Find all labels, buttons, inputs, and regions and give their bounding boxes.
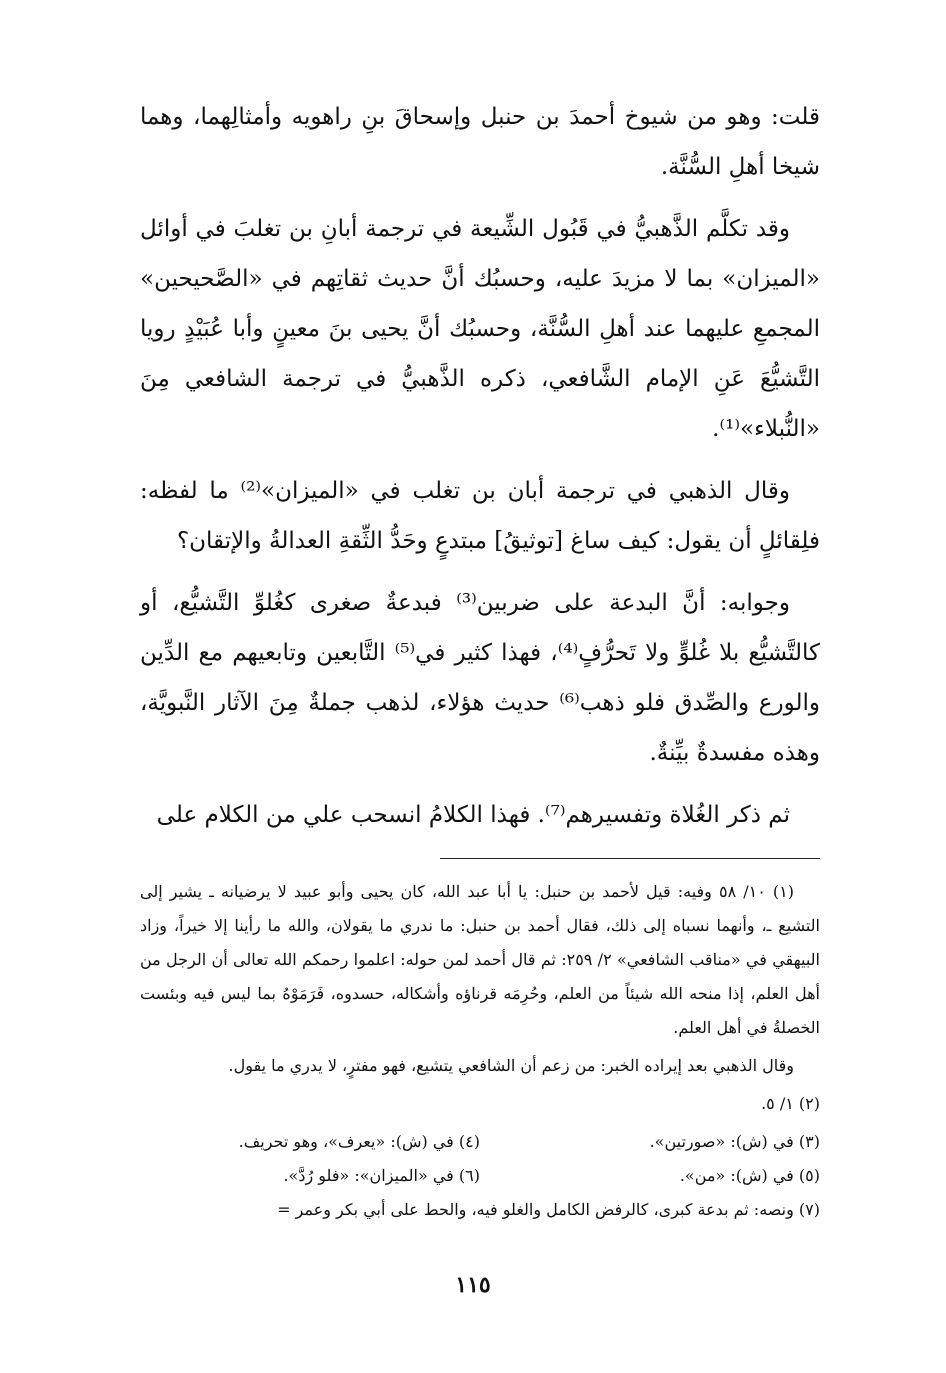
footnote-1-continued: وقال الذهبي بعد إيراده الخبر: من زعم أن الشافعي يتشيع، فهو مفترٍ، لا يدري ما يقول. [228,1056,794,1075]
footnote-1: (١) ١٠/ ٥٨ وفيه: قيل لأحمد بن حنبل: يا أبا عبد الله، كان يحيى وأبو عبيد لا يرضيانه ـ يشير إلى التشيع ـ، وأنهما نسباه إلى ذلك، فقال أحمد بن حنبل: ما ندري ما يقولان، والله ما رأينا إلا خيراً، وزاد البيهقي في «مناقب الشافعي» ٢/ ٢٥٩: ثم قال أحمد لمن حوله: اعلموا رحمكم الله تعالى أن الرجل من أهل العلم، إذا منحه الله شيئاً من العلم، وحُرِمَه قرناؤه وأشكاله، حسدوه، فَرَمَوْهُ بما ليس فيه وبئست الخصلةُ في أهل العلم. [140,882,820,1037]
footnotes [140,875,820,1227]
footnote-row-3-4 [140,1125,820,1159]
paragraph-2: وقد تكلَّم الذَّهبيُّ في قَبُول الشِّيعة في ترجمة أبانِ بن تغلبَ في أوائل «الميزان» بما لا مزيدَ عليه، وحسبُك أنَّ حديث ثقاتِهم في «الصَّحيحين» المجمعِ عليهما عند أهلِ السُّنَّة، وحسبُك أنَّ يحيى بنَ معينٍ وأبا عُبَيْدٍ رويا التَّشيُّعَ عَنِ الإمام الشَّافعي، ذكره الذَّهبيُّ في ترجمة الشافعي مِنَ «النُّبلاء»⁽¹⁾. [140,216,820,442]
page [140,92,820,1332]
paragraph-1: قلت: وهو من شيوخ أحمدَ بن حنبل وإسحاقَ بنِ راهويه وأمثالِهما، وهما شيخا أهلِ السُّنَّة. [140,104,820,180]
footnote-separator [440,858,820,859]
footnote-3: (٣) في (ش): «صورتين». [649,1132,820,1151]
footnote-5: (٥) في (ش): «من». [679,1166,820,1185]
main-text [140,92,820,840]
footnote-7: (٧) ونصه: ثم بدعة كبرى، كالرفض الكامل والغلو فيه، والحط على أبي بكر وعمر = [277,1200,820,1219]
paragraph-3: وقال الذهبي في ترجمة أبان بن تغلب في «الميزان»⁽²⁾ ما لفظه: فلِقائلٍ أن يقول: كيف ساغ [توثيقُ] مبتدعٍ وحَدُّ الثِّقةِ العدالةُ والإتقان؟ [140,478,820,554]
footnote-6: (٦) في «الميزان»: «فلو رُدَّ». [283,1166,480,1185]
footnote-row-5-6 [140,1159,820,1193]
page-number: ١١٥ [455,1272,491,1298]
paragraph-4: وجوابه: أنَّ البدعة على ضربين⁽³⁾ فبدعةٌ صغرى كغُلوِّ التَّشيُّع، أو كالتَّشيُّع بلا غُلوٍّ ولا تَحرُّفٍ⁽⁴⁾، فهذا كثير في⁽⁵⁾ التَّابعين وتابعيهم مع الدِّين والورع والصِّدق فلو ذهب⁽⁶⁾ حديث هؤلاء، لذهب جملةٌ مِنَ الآثار النَّبويَّة، وهذه مفسدةٌ بيِّنةٌ. [140,590,821,766]
paragraph-5: ثم ذكر الغُلاة وتفسيرهم⁽⁷⁾. فهذا الكلامُ انسحب علي من الكلام على [156,802,790,828]
footnote-2: (٢) ١/ ٥. [761,1094,820,1113]
footnote-4: (٤) في (ش): «يعرف»، وهو تحريف. [238,1132,480,1151]
